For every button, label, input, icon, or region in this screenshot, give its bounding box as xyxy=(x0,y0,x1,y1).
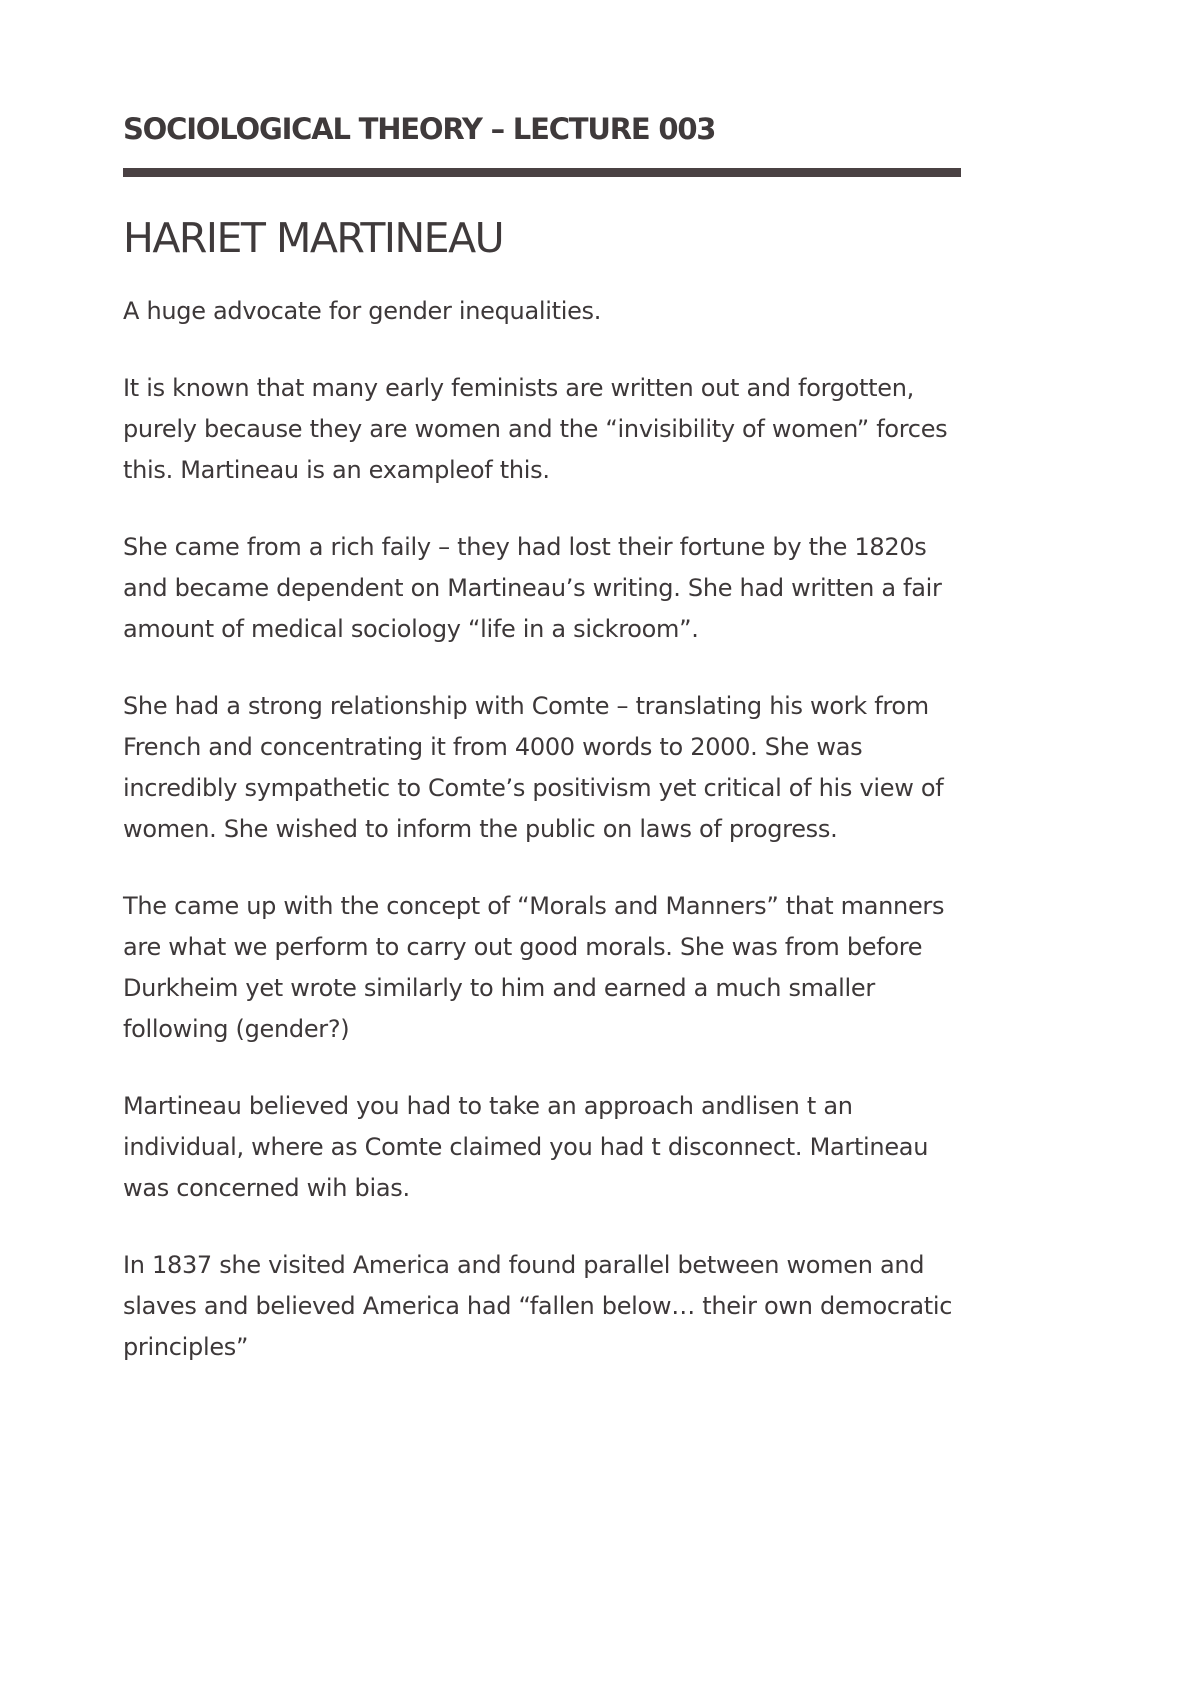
paragraph: She came from a rich faily – they had lost their fortune by the 1820s and became dependent on Martineau’s writing. She had written a fair amount of medical sociology “life in a sickroom”. xyxy=(123,533,942,643)
paragraph: She had a strong relationship with Comte – translating his work from French and concentrating it from 4000 words to 2000. She was incredibly sympathetic to Comte’s positivism yet critical of his view of women. She wished to inform the public on laws of progress. xyxy=(123,692,944,843)
header-divider xyxy=(123,168,961,177)
lecture-header: SOCIOLOGICAL THEORY – LECTURE 003 xyxy=(123,112,716,146)
document-heading: HARIET MARTINEAU xyxy=(123,214,504,262)
document-body xyxy=(123,291,963,1368)
paragraph: In 1837 she visited America and found parallel between women and slaves and believed America had “fallen below… their own democratic principles” xyxy=(123,1251,953,1361)
paragraph: Martineau believed you had to take an approach andlisen t an individual, where as Comte claimed you had t disconnect. Martineau was concerned wih bias. xyxy=(123,1092,929,1202)
paragraph: A huge advocate for gender inequalities. xyxy=(123,297,602,325)
paragraph: It is known that many early feminists are written out and forgotten, purely because they are women and the “invisibility of women” forces this. Martineau is an exampleof this. xyxy=(123,374,948,484)
paragraph: The came up with the concept of “Morals and Manners” that manners are what we perform to carry out good morals. She was from before Durkheim yet wrote similarly to him and earned a much smaller following (gender?) xyxy=(123,892,945,1043)
document-page xyxy=(123,110,963,1404)
